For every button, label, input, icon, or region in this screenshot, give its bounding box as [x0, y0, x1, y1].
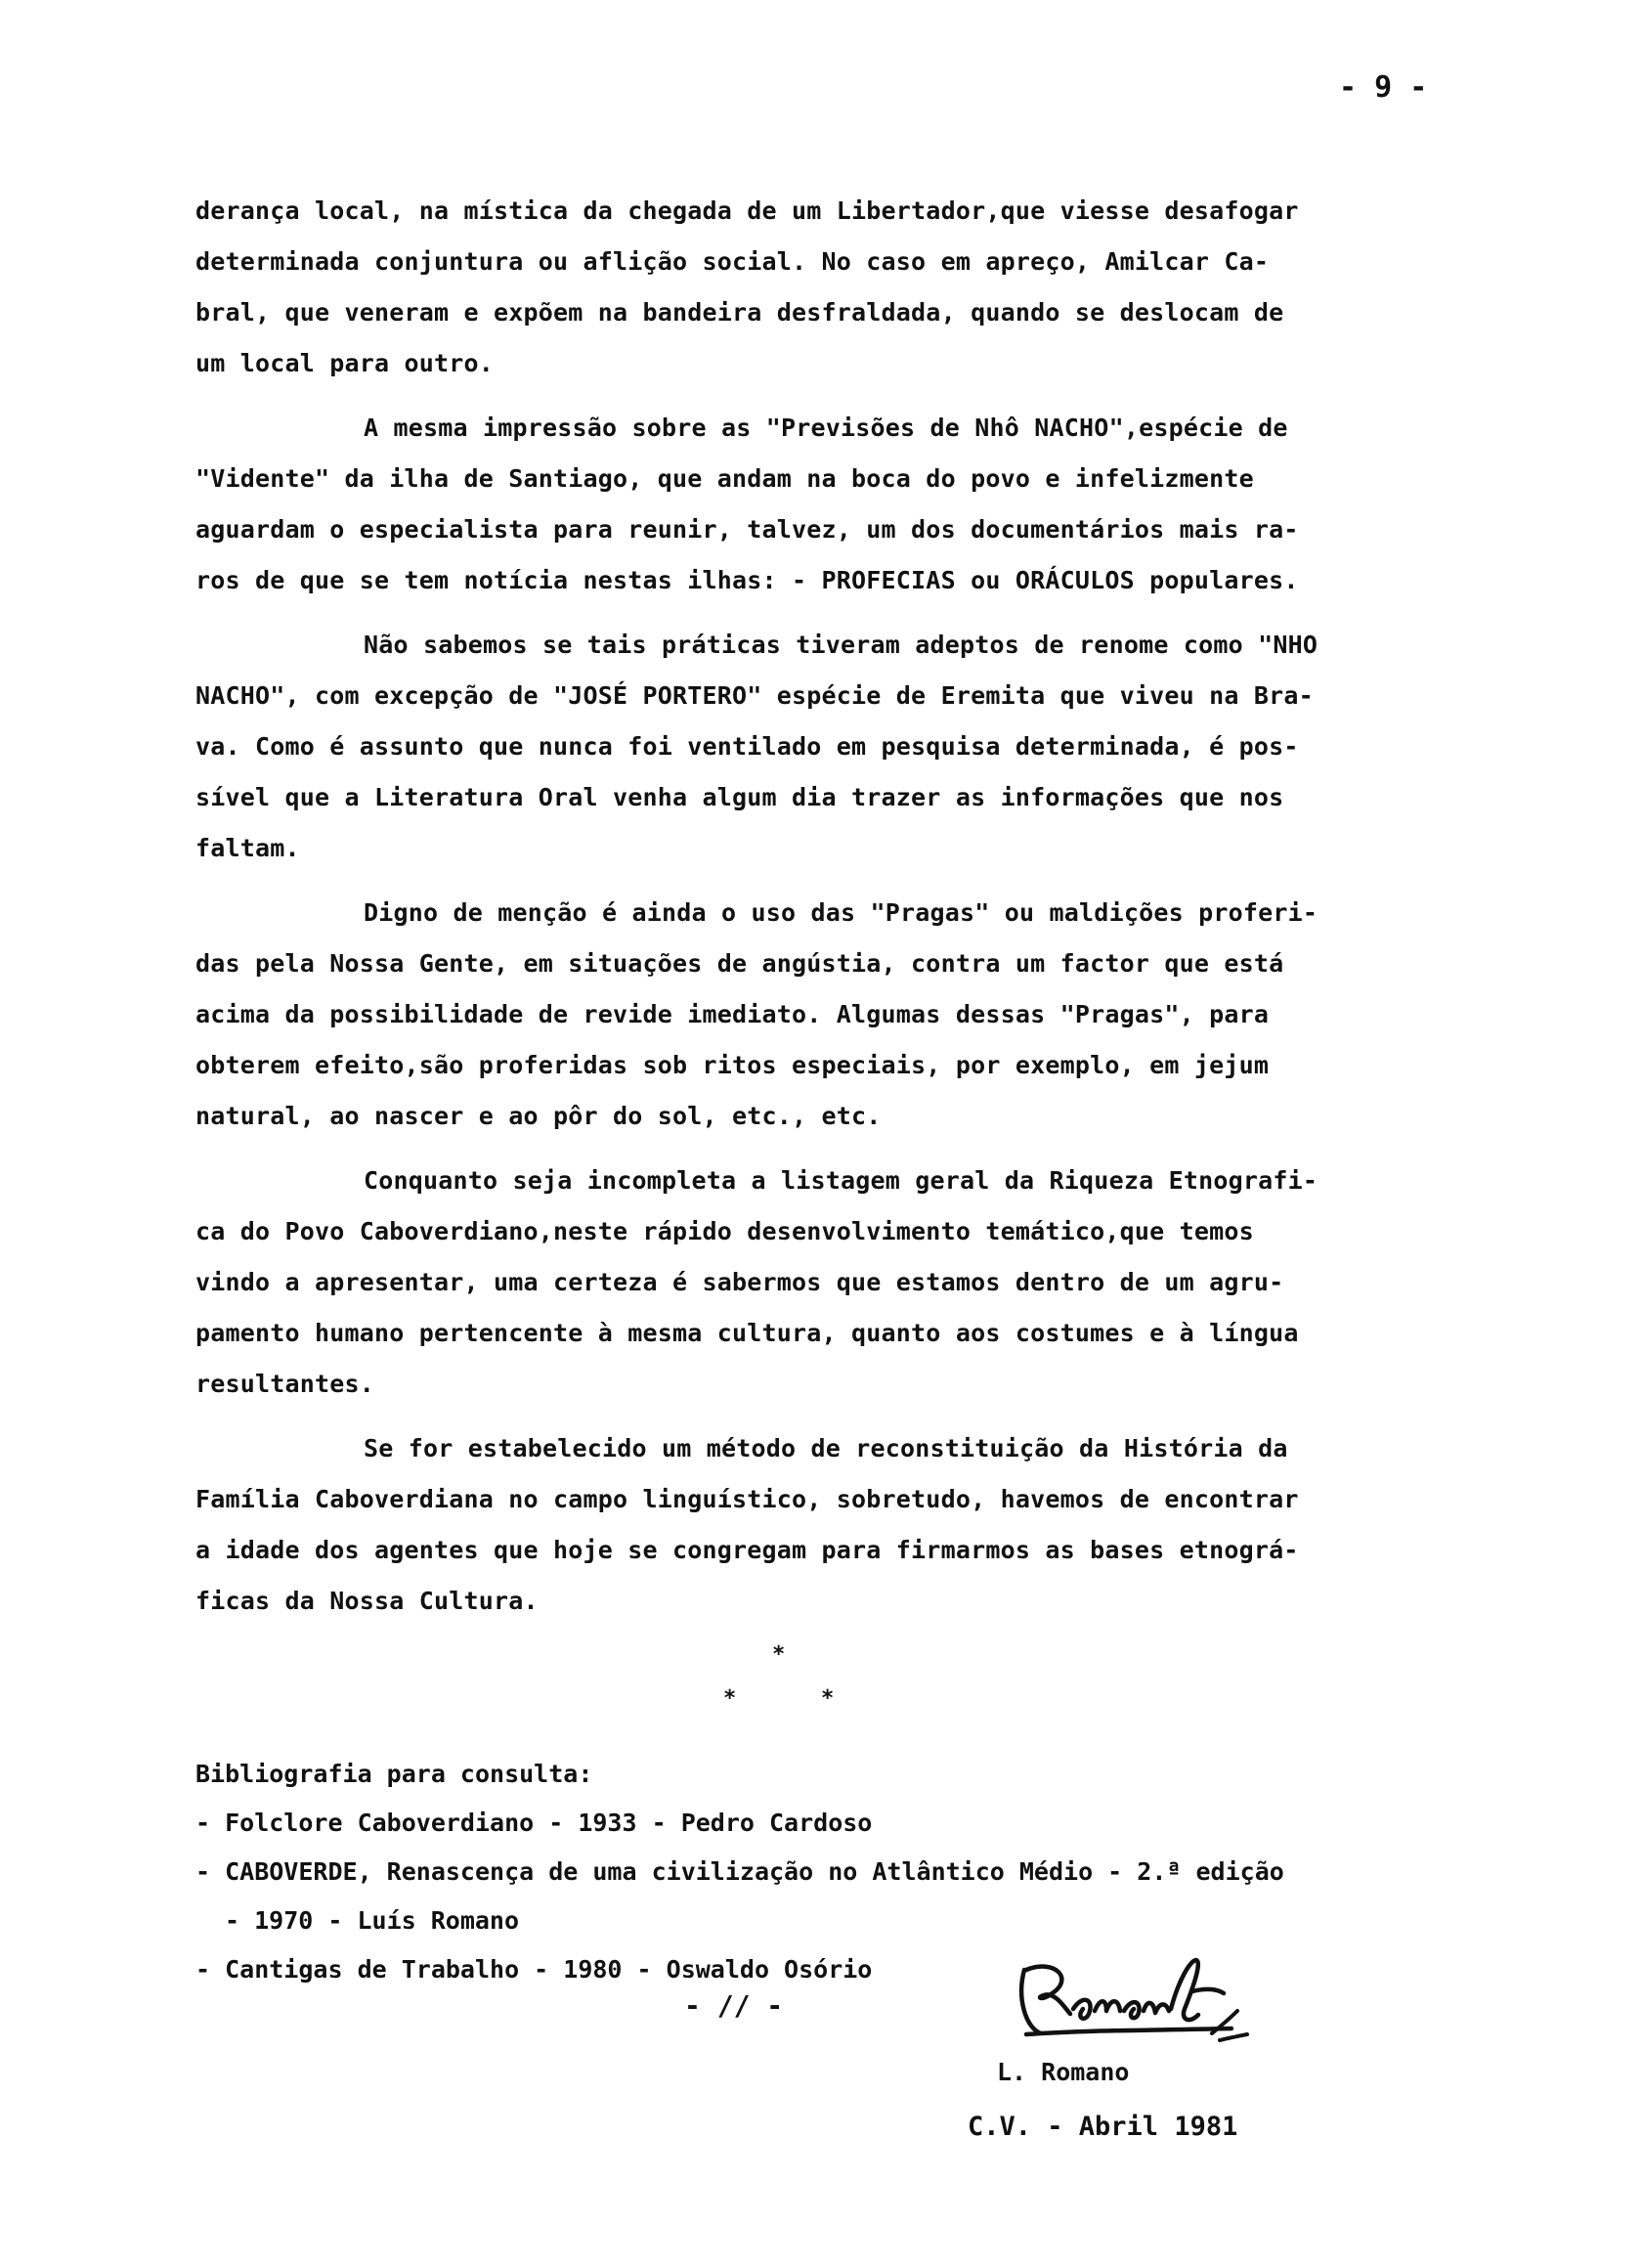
paragraph-3 — [195, 620, 1505, 874]
paragraph-line: bral, que veneram e expõem na bandeira desfraldada, quando se deslocam de — [195, 298, 1284, 327]
asterism-right: * — [821, 1686, 835, 1711]
paragraph-line: derança local, na mística da chegada de um Libertador,que viesse desafogar — [195, 196, 1299, 225]
page-number: - 9 - — [1339, 70, 1428, 105]
bibliography-item: - Cantigas de Trabalho - 1980 - Oswaldo Osório — [195, 1955, 873, 1984]
place-date: C.V. - Abril 1981 — [968, 2112, 1238, 2142]
paragraph-line: ficas da Nossa Cultura. — [195, 1587, 539, 1615]
paragraph-line: Não sabemos se tais práticas tiveram adeptos de renome como "NHO — [364, 631, 1318, 659]
bibliography-item: - 1970 - Luís Romano — [225, 1906, 520, 1935]
paragraph-line: Digno de menção é ainda o uso das "Pragas" ou maldições proferi- — [364, 898, 1318, 927]
end-mark: - // - — [684, 1989, 784, 2022]
paragraph-line: pamento humano pertencente à mesma cultura, quanto aos costumes e à língua — [195, 1319, 1299, 1347]
paragraph-line: um local para outro. — [195, 349, 495, 377]
paragraph-line: sível que a Literatura Oral venha algum dia trazer as informações que nos — [195, 783, 1284, 811]
paragraph-2 — [195, 403, 1505, 606]
asterism-left: * — [723, 1686, 737, 1711]
paragraph-line: va. Como é assunto que nunca foi ventilado em pesquisa determinada, é pos- — [195, 732, 1299, 761]
bibliography-item: - CABOVERDE, Renascença de uma civilização no Atlântico Médio - 2.ª edição — [195, 1857, 1284, 1886]
paragraph-line: faltam. — [195, 834, 300, 862]
paragraph-line: acima da possibilidade de revide imediato. Algumas dessas "Pragas", para — [195, 1000, 1270, 1028]
asterism-divider — [684, 1642, 880, 1730]
signature-scribble — [997, 1941, 1290, 2058]
paragraph-line: A mesma impressão sobre as "Previsões de Nhô NACHO",espécie de — [364, 414, 1288, 442]
paragraph-5 — [195, 1156, 1505, 1410]
paragraph-line: aguardam o especialista para reunir, talvez, um dos documentários mais ra- — [195, 515, 1299, 544]
body-text — [195, 186, 1505, 1627]
paragraph-1 — [195, 186, 1505, 389]
paragraph-line: resultantes. — [195, 1370, 375, 1398]
asterism-top: * — [772, 1642, 786, 1667]
paragraph-line: ros de que se tem notícia nestas ilhas: - PROFECIAS ou ORÁCULOS populares. — [195, 566, 1299, 594]
paragraph-line: ca do Povo Caboverdiano,neste rápido desenvolvimento temático,que temos — [195, 1217, 1254, 1245]
paragraph-line: a idade dos agentes que hoje se congregam para firmarmos as bases etnográ- — [195, 1536, 1299, 1564]
paragraph-line: Se for estabelecido um método de reconstituição da História da — [364, 1434, 1288, 1462]
bibliography-title: Bibliografia para consulta: — [195, 1760, 593, 1788]
bibliography — [195, 1750, 1505, 1994]
paragraph-line: das pela Nossa Gente, em situações de angústia, contra um factor que está — [195, 949, 1284, 978]
handwritten-signature — [997, 1941, 1290, 2058]
paragraph-6 — [195, 1423, 1505, 1627]
paragraph-line: natural, ao nascer e ao pôr do sol, etc., etc. — [195, 1102, 882, 1130]
paragraph-line: NACHO", com excepção de "JOSÉ PORTERO" espécie de Eremita que viveu na Bra- — [195, 681, 1314, 710]
paragraph-line: "Vidente" da ilha de Santiago, que andam na boca do povo e infelizmente — [195, 464, 1254, 493]
paragraph-4 — [195, 888, 1505, 1142]
bibliography-item: - Folclore Caboverdiano - 1933 - Pedro Cardoso — [195, 1809, 873, 1837]
paragraph-line: Conquanto seja incompleta a listagem geral da Riqueza Etnografi- — [364, 1166, 1318, 1195]
paragraph-line: obterem efeito,são proferidas sob ritos especiais, por exemplo, em jejum — [195, 1051, 1270, 1079]
paragraph-line: Família Caboverdiana no campo linguístico, sobretudo, havemos de encontrar — [195, 1485, 1299, 1513]
paragraph-line: vindo a apresentar, uma certeza é sabermos que estamos dentro de um agru- — [195, 1268, 1284, 1296]
paragraph-line: determinada conjuntura ou aflição social. No caso em apreço, Amilcar Ca- — [195, 247, 1270, 276]
signer-name: L. Romano — [997, 2058, 1130, 2086]
